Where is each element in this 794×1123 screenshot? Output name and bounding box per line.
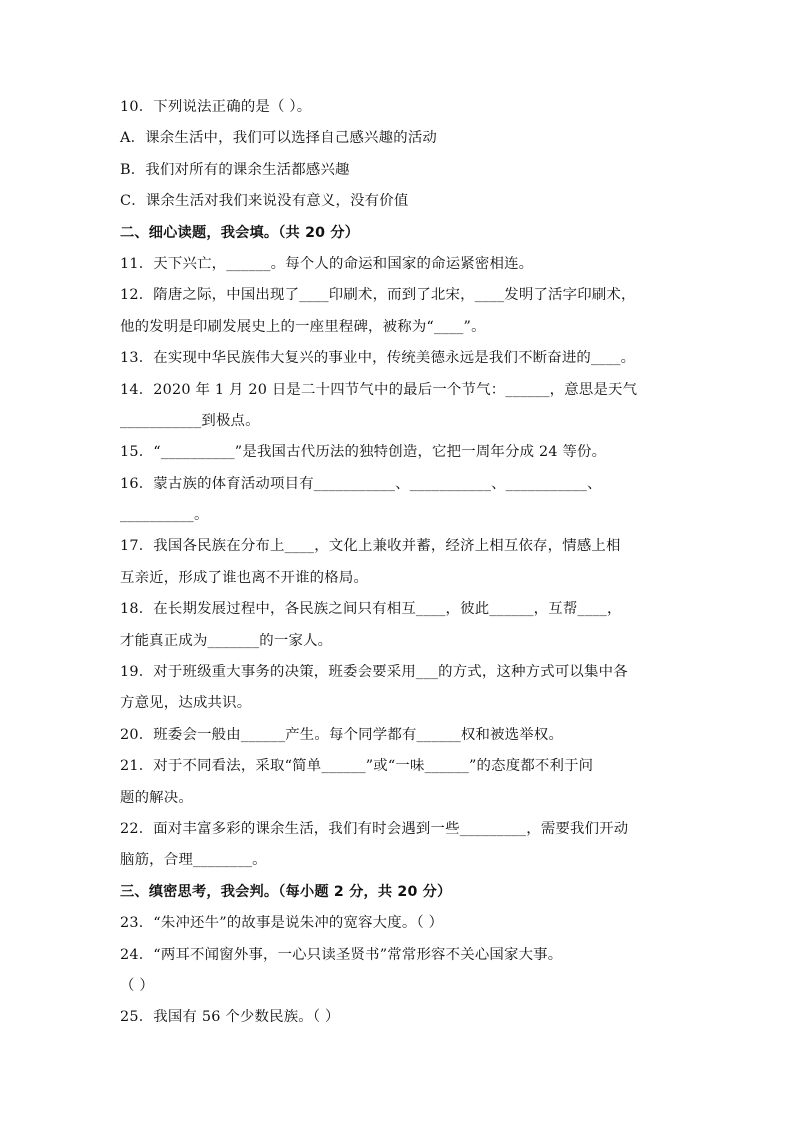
question-24-answer-paren: （ ） <box>120 977 154 994</box>
question-16-cont: __________。 <box>120 507 209 524</box>
question-22: 22．面对丰富多彩的课余生活，我们有时会遇到一些_________，需要我们开动 <box>120 820 629 837</box>
question-21: 21．对于不同看法，采取“简单______”或“一味______”的态度都不利于问 <box>120 758 594 775</box>
question-11: 11．天下兴亡，______。每个人的命运和国家的命运紧密相连。 <box>120 255 534 272</box>
question-12-cont: 他的发明是印刷发展史上的一座里程碑，被称为“____”。 <box>120 318 486 335</box>
option-a: A．课余生活中，我们可以选择自己感兴趣的活动 <box>120 130 437 147</box>
question-20: 20．班委会一般由______产生。每个同学都有______权和被选举权。 <box>120 726 564 743</box>
question-10: 10．下列说法正确的是（ ）。 <box>120 99 312 115</box>
question-22-cont: 脑筋，合理________。 <box>120 852 267 869</box>
question-23: 23．“朱冲还牛”的故事是说朱冲的宽容大度。（ ） <box>120 915 444 932</box>
question-15: 15．“__________”是我国古代历法的独特创造，它把一周年分成 24 等份。 <box>120 444 607 461</box>
option-c: C．课余生活对我们来说没有意义，没有价值 <box>120 193 409 210</box>
question-17: 17．我国各民族在分布上____，文化上兼收并蓄，经济上相互依存，情感上相 <box>120 538 621 555</box>
question-14-cont: ___________到极点。 <box>120 412 260 429</box>
question-14: 14．2020 年 1 月 20 日是二十四节气中的最后一个节气：______，意思是天气 <box>120 381 638 398</box>
exam-page <box>120 92 690 1034</box>
question-18-cont: 才能真正成为_______的一家人。 <box>120 632 333 649</box>
question-18: 18．在长期发展过程中，各民族之间只有相互____，彼此______，互帮____， <box>120 601 622 618</box>
question-24: 24．“两耳不闻窗外事，一心只读圣贤书”常常形容不关心国家大事。 <box>120 946 563 963</box>
question-17-cont: 互亲近，形成了谁也离不开谁的格局。 <box>120 569 369 586</box>
question-12: 12．隋唐之际，中国出现了____印刷术，而到了北宋，____发明了活字印刷术， <box>120 287 636 304</box>
question-21-cont: 题的解决。 <box>120 789 193 806</box>
question-19: 19．对于班级重大事务的决策，班委会要采用___的方式，这种方式可以集中各 <box>120 664 628 681</box>
question-13: 13．在实现中华民族伟大复兴的事业中，传统美德永远是我们不断奋进的____。 <box>120 350 636 367</box>
question-25: 25．我国有 56 个少数民族。（ ） <box>120 1009 340 1026</box>
question-16: 16．蒙古族的体育活动项目有___________、___________、___________、 <box>120 475 602 492</box>
question-19-cont: 方意见，达成共识。 <box>120 695 252 712</box>
section-3-heading: 三、缜密思考，我会判。（每小题 2 分，共 20 分） <box>120 883 452 900</box>
option-b: B．我们对所有的课余生活都感兴趣 <box>120 161 350 178</box>
section-2-heading: 二、细心读题，我会填。（共 20 分） <box>120 224 360 241</box>
